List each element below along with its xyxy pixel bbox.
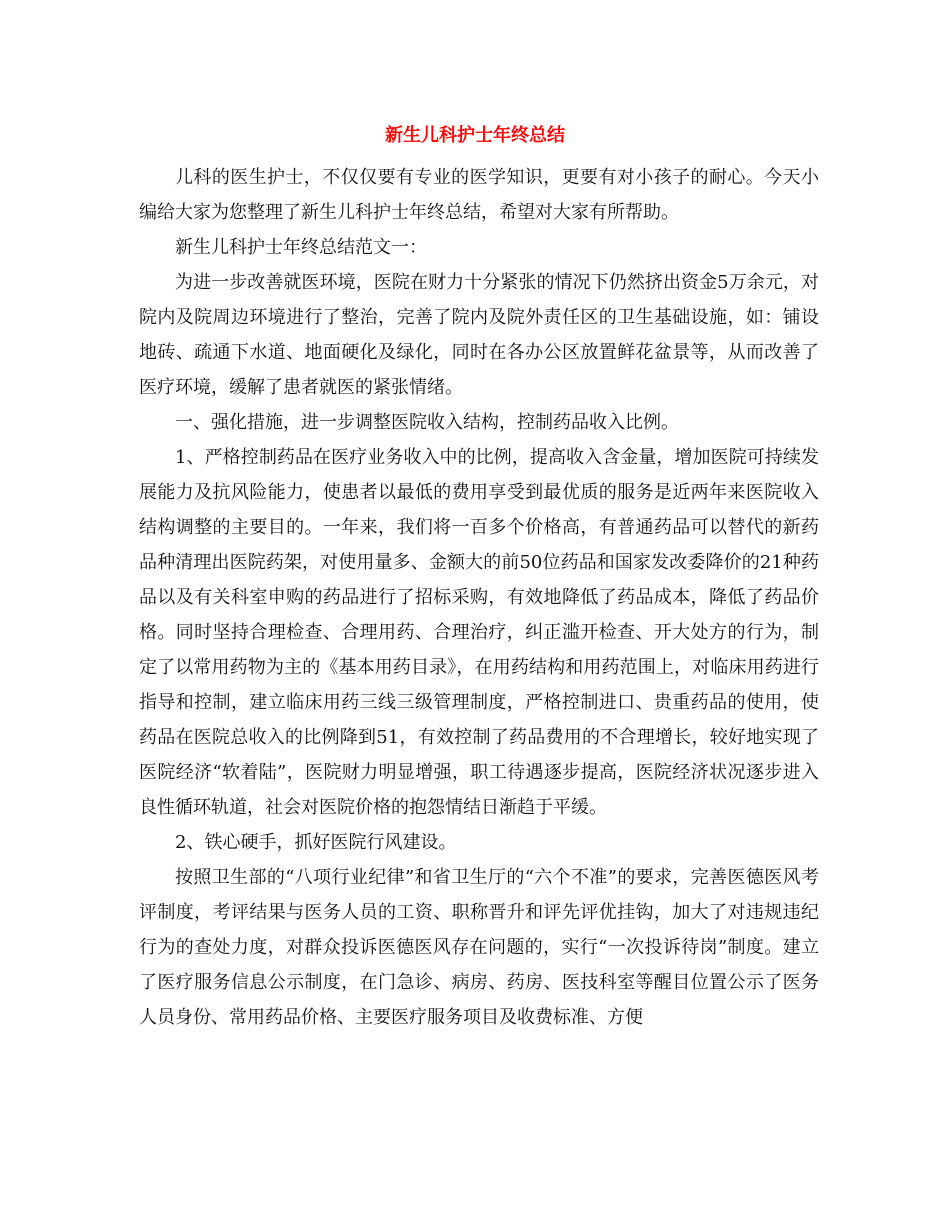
document-title: 新生儿科护士年终总结 <box>385 125 565 146</box>
paragraph-hospital-conduct: 按照卫生部的“八项行业纪律”和省卫生厅的“六个不准”的要求，完善医德医风考评制度，考评结果与医务人员的工资、职称晋升和评先评优挂钩，加大了对违规违纪行为的查处力度，对群众投诉医德医风存在问题的，实行“一次投诉待岗”制度。建立了医疗服务信息公示制度，在门急诊、病房、药房、医技科室等醒目位置公示了医务人员身份、常用药品价格、主要医疗服务项目及收费标准、方便 <box>139 867 819 1028</box>
paragraph-environment: 为进一步改善就医环境，医院在财力十分紧张的情况下仍然挤出资金5万余元，对院内及院周边环境进行了整治，完善了院内及院外责任区的卫生基础设施，如：铺设地砖、疏通下水道、地面硬化及绿化，同时在各办公区放置鲜花盆景等，从而改善了医疗环境，缓解了患者就医的紧张情绪。 <box>139 272 819 398</box>
document-body <box>139 160 819 1035</box>
paragraph-sample-heading: 新生儿科护士年终总结范文一： <box>175 237 427 258</box>
section-heading-1: 一、强化措施，进一步调整医院收入结构，控制药品收入比例。 <box>175 412 679 433</box>
paragraph-intro: 儿科的医生护士，不仅仅要有专业的医学知识，更要有对小孩子的耐心。今天小编给大家为您整理了新生儿科护士年终总结，希望对大家有所帮助。 <box>139 167 819 223</box>
section-heading-2: 2、铁心硬手，抓好医院行风建设。 <box>175 832 457 853</box>
paragraph-drug-control: 1、严格控制药品在医疗业务收入中的比例，提高收入含金量，增加医院可持续发展能力及抗风险能力，使患者以最低的费用享受到最优质的服务是近两年来医院收入结构调整的主要目的。一年来，我们将一百多个价格高，有普通药品可以替代的新药品种清理出医院药架，对使用量多、金额大的前50位药品和国家发改委降价的21种药品以及有关科室申购的药品进行了招标采购，有效地降低了药品成本，降低了药品价格。同时坚持合理检查、合理用药、合理治疗，纠正滥开检查、开大处方的行为，制定了以常用药物为主的《基本用药目录》，在用药结构和用药范围上，对临床用药进行指导和控制，建立临床用药三线三级管理制度，严格控制进口、贵重药品的使用，使药品在医院总收入的比例降到51，有效控制了药品费用的不合理增长，较好地实现了医院经济“软着陆”，医院财力明显增强，职工待遇逐步提高，医院经济状况逐步进入良性循环轨道，社会对医院价格的抱怨情结日渐趋于平缓。 <box>139 447 819 818</box>
